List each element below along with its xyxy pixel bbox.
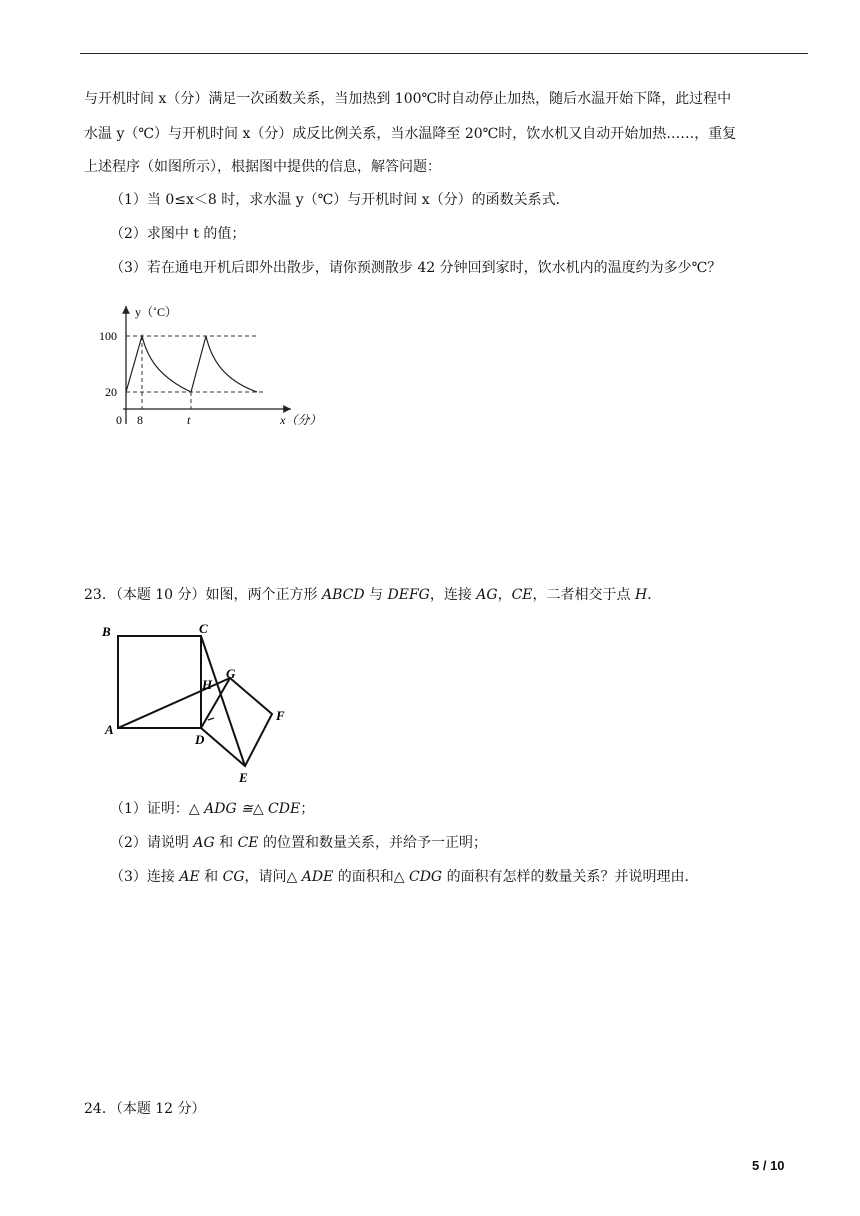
q23-sub3-mid1: ，请问 <box>244 869 287 885</box>
y-tick-20: 20 <box>105 385 117 399</box>
q23-sub2-and: 和 <box>219 835 234 851</box>
label-f: F <box>276 708 285 723</box>
q22-intro-line-2: 水温 y（℃）与开机时间 x（分）成反比例关系，当水温降至 20℃时，饮水机又自动开始加热……，重复 <box>84 126 737 142</box>
label-g: G <box>226 666 236 681</box>
q23-connect: ，连接 <box>429 587 472 603</box>
x-tick-8: 8 <box>137 413 143 427</box>
label-e: E <box>239 770 248 785</box>
label-h: H <box>202 677 213 692</box>
triangle-ade: △ ADE <box>286 869 334 885</box>
triangle-cdg: △ CDG <box>393 869 443 885</box>
square-abcd-shape <box>118 636 201 728</box>
q23-subquestion-2 <box>110 833 487 853</box>
label-d: D <box>195 732 205 747</box>
q23-comma: ， <box>497 587 512 603</box>
q23-subquestion-1 <box>110 799 314 819</box>
temperature-curve <box>126 336 257 392</box>
square-abcd: ABCD <box>321 587 365 603</box>
x-axis-label: x（分） <box>280 413 322 427</box>
y-tick-100: 100 <box>99 329 117 343</box>
header-rule <box>80 53 808 54</box>
square-defg: DEFG <box>387 587 430 603</box>
page-number: 5 / 10 <box>752 1158 785 1173</box>
temperature-time-graph <box>95 296 335 436</box>
sub2-segment-ce: CE <box>237 835 259 851</box>
q23-sub2-prefix: （2）请说明 <box>110 835 189 851</box>
q23-and: 与 <box>369 587 384 603</box>
q23-sub3-mid2: 的面积和 <box>337 869 394 885</box>
q23-stem-prefix: 23．（本题 10 分）如图，两个正方形 <box>84 587 318 603</box>
y-axis-label: y（˚C） <box>135 305 178 319</box>
segment-ag-shape <box>118 678 230 728</box>
q23-sub1-suffix: ； <box>300 801 315 817</box>
congruence-statement: △ ADG ≅△ CDE <box>188 801 301 817</box>
label-c: C <box>199 621 208 636</box>
segment-ag: AG <box>476 587 498 603</box>
q22-subquestion-1: （1）当 0≤x＜8 时，求水温 y（℃）与开机时间 x（分）的函数关系式． <box>110 192 570 208</box>
sub2-segment-ag: AG <box>193 835 215 851</box>
q23-sub3-suffix: 的面积有怎样的数量关系？并说明理由． <box>446 869 699 885</box>
label-a: A <box>105 722 114 737</box>
q24-stem: 24．（本题 12 分） <box>84 1101 206 1117</box>
q23-stem <box>84 585 661 605</box>
q22-intro-line-3: 上述程序（如图所示），根据图中提供的信息，解答问题： <box>84 159 441 175</box>
x-tick-t: t <box>187 413 191 427</box>
q23-period: ． <box>647 587 662 603</box>
tick-mark <box>208 718 214 720</box>
origin-label: 0 <box>116 413 122 427</box>
q22-subquestion-3: （3）若在通电开机后即外出散步，请你预测散步 42 分钟回到家时，饮水机内的温度约为多少℃？ <box>110 260 722 276</box>
q23-sub2-suffix: 的位置和数量关系，并给予一正明； <box>262 835 487 851</box>
point-h: H <box>634 587 648 603</box>
q23-sub3-prefix: （3）连接 <box>110 869 175 885</box>
q23-sub1-prefix: （1）证明： <box>110 801 189 817</box>
q23-intersect: ，二者相交于点 <box>532 587 631 603</box>
label-b: B <box>102 624 111 639</box>
segment-ce: CE <box>511 587 533 603</box>
q22-intro-line-1: 与开机时间 x（分）满足一次函数关系，当加热到 100℃时自动停止加热，随后水温开始下降，此过程中 <box>84 91 732 107</box>
sub3-segment-ae: AE <box>179 869 200 885</box>
q23-subquestion-3 <box>110 867 699 887</box>
two-squares-figure <box>100 618 300 786</box>
q22-subquestion-2: （2）求图中 t 的值； <box>110 226 246 242</box>
sub3-segment-cg: CG <box>222 869 245 885</box>
q23-sub3-and: 和 <box>204 869 219 885</box>
